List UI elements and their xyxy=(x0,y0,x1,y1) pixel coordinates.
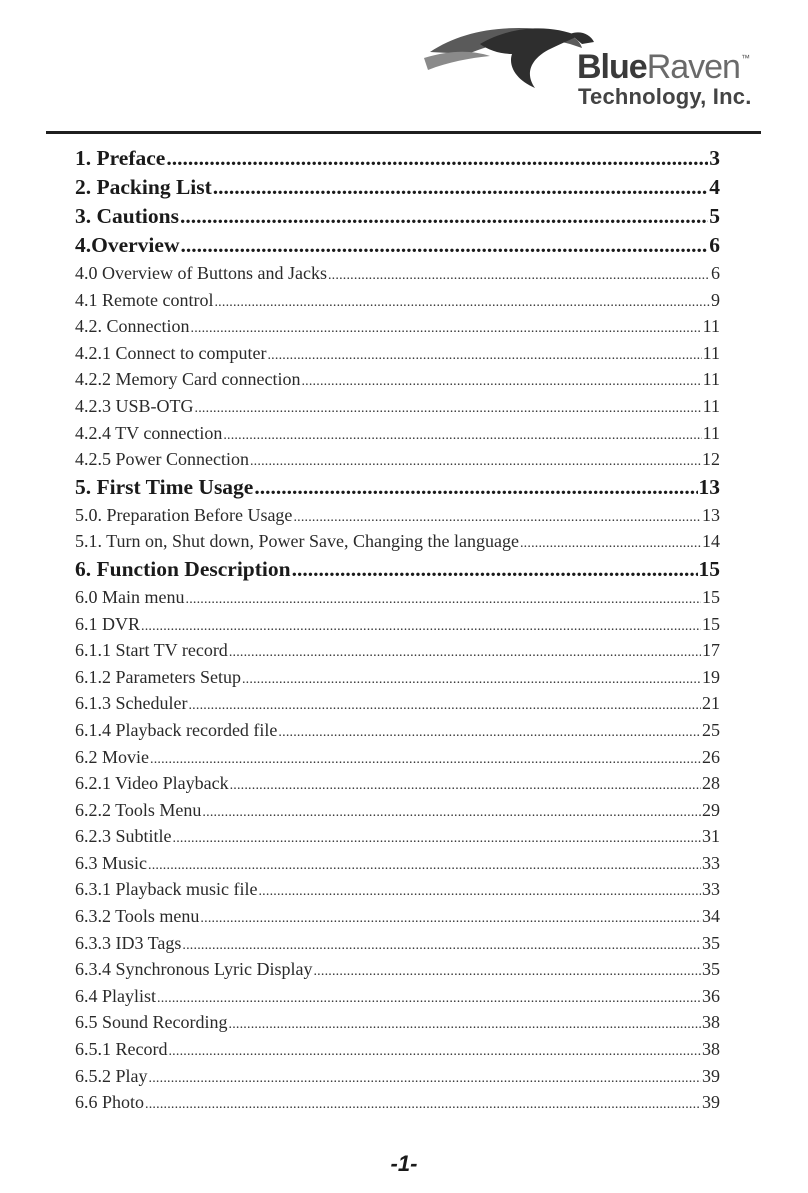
toc-entry-leader xyxy=(242,667,701,694)
table-of-contents xyxy=(75,144,720,1116)
toc-entry-page: 36 xyxy=(702,985,720,1006)
toc-entry-title: 6.4 Playlist xyxy=(75,985,157,1006)
toc-entry-title: 4.0 Overview of Buttons and Jacks xyxy=(75,263,327,283)
page-number: -1- xyxy=(390,1151,418,1176)
toc-entry-page: 21 xyxy=(702,693,720,714)
toc-entry[interactable] xyxy=(75,690,720,717)
toc-entry-page: 11 xyxy=(702,342,720,363)
toc-entry-page: 15 xyxy=(702,586,720,607)
toc-entry-title: 5.1. Turn on, Shut down, Power Save, Changing the language xyxy=(75,531,519,552)
toc-entry-leader xyxy=(148,853,701,880)
toc-entry-leader xyxy=(157,986,701,1013)
toc-entry-leader xyxy=(250,449,701,476)
toc-entry[interactable] xyxy=(75,797,720,824)
toc-entry[interactable] xyxy=(75,202,720,231)
toc-entry-leader xyxy=(202,800,701,827)
toc-entry-page: 15 xyxy=(702,613,720,634)
toc-entry[interactable] xyxy=(75,446,720,473)
toc-entry-title: 6.1.1 Start TV record xyxy=(75,640,228,661)
toc-entry-page: 39 xyxy=(702,1065,720,1086)
toc-entry[interactable] xyxy=(75,1089,720,1116)
toc-entry-page: 33 xyxy=(702,852,720,873)
toc-entry-leader xyxy=(258,879,701,906)
toc-entry-title: 1. Preface xyxy=(75,146,166,170)
toc-entry-leader xyxy=(313,959,701,986)
header-divider xyxy=(46,131,761,134)
toc-entry[interactable] xyxy=(75,260,720,287)
toc-entry[interactable] xyxy=(75,930,720,957)
toc-entry-leader xyxy=(191,316,702,343)
toc-entry-title: 4.2.2 Memory Card connection xyxy=(75,369,301,390)
toc-entry[interactable] xyxy=(75,611,720,638)
toc-entry-title: 6.5.1 Record xyxy=(75,1039,168,1060)
toc-entry-leader xyxy=(229,1012,702,1039)
toc-entry[interactable] xyxy=(75,850,720,877)
toc-entry[interactable] xyxy=(75,1036,720,1063)
toc-entry-title: 4.2.1 Connect to computer xyxy=(75,342,267,363)
toc-entry-page: 26 xyxy=(702,746,720,767)
toc-entry-page: 19 xyxy=(702,666,720,687)
toc-entry-leader xyxy=(213,173,708,202)
toc-entry[interactable] xyxy=(75,340,720,367)
toc-entry[interactable] xyxy=(75,717,720,744)
toc-entry-page: 35 xyxy=(702,932,720,953)
toc-entry-leader xyxy=(182,933,701,960)
toc-entry-leader xyxy=(278,720,701,747)
toc-entry-title: 5. First Time Usage xyxy=(75,474,254,499)
toc-entry-leader xyxy=(230,773,701,800)
toc-entry-leader xyxy=(188,693,701,720)
toc-entry-leader xyxy=(328,263,710,290)
toc-entry-page: 38 xyxy=(702,1039,720,1060)
toc-entry-leader xyxy=(145,1092,701,1119)
toc-entry-leader xyxy=(520,531,701,558)
toc-entry-leader xyxy=(229,640,701,667)
toc-entry[interactable] xyxy=(75,1009,720,1036)
toc-entry[interactable] xyxy=(75,555,720,584)
toc-entry[interactable] xyxy=(75,287,720,314)
toc-entry-page: 5 xyxy=(709,204,720,228)
company-line: Technology, Inc. xyxy=(578,84,752,109)
toc-entry-page: 3 xyxy=(709,146,720,170)
toc-entry[interactable] xyxy=(75,502,720,529)
toc-entry-leader xyxy=(254,473,697,502)
toc-entry[interactable] xyxy=(75,473,720,502)
brand-part2: Raven xyxy=(646,48,740,86)
toc-entry-leader xyxy=(149,1066,701,1093)
toc-entry-title: 6.1 DVR xyxy=(75,613,141,634)
toc-entry-page: 11 xyxy=(702,369,720,390)
toc-entry[interactable] xyxy=(75,420,720,447)
toc-entry-title: 6.2.1 Video Playback xyxy=(75,773,229,794)
brand-name xyxy=(577,50,749,84)
toc-entry-title: 6.3.3 ID3 Tags xyxy=(75,932,182,953)
toc-entry[interactable] xyxy=(75,393,720,420)
toc-entry-page: 25 xyxy=(702,719,720,740)
toc-entry-leader xyxy=(186,587,702,614)
toc-entry-leader xyxy=(180,202,708,231)
toc-entry-page: 15 xyxy=(698,556,720,581)
toc-entry[interactable] xyxy=(75,173,720,202)
toc-entry-leader xyxy=(166,144,708,173)
toc-entry-leader xyxy=(180,231,708,260)
toc-entry-page: 11 xyxy=(702,395,720,416)
brand-part1: Blue xyxy=(577,48,647,86)
toc-entry-title: 6.6 Photo xyxy=(75,1092,145,1113)
company-logo xyxy=(420,14,770,119)
toc-entry-page: 6 xyxy=(709,233,720,257)
toc-entry-leader xyxy=(223,423,701,450)
toc-entry-title: 6.2 Movie xyxy=(75,746,149,767)
toc-entry-leader xyxy=(200,906,701,933)
toc-entry-title: 4.2. Connection xyxy=(75,316,190,337)
toc-entry-title: 4.2.3 USB-OTG xyxy=(75,395,194,416)
raven-icon xyxy=(420,14,600,94)
toc-entry-title: 3. Cautions xyxy=(75,204,179,228)
toc-entry-title: 6.1.4 Playback recorded file xyxy=(75,719,278,740)
toc-entry-page: 11 xyxy=(702,316,720,337)
toc-entry-title: 6.1.3 Scheduler xyxy=(75,693,188,714)
toc-entry[interactable] xyxy=(75,584,720,611)
toc-entry-page: 34 xyxy=(702,906,720,927)
toc-entry-page: 35 xyxy=(702,959,720,980)
toc-entry[interactable] xyxy=(75,876,720,903)
toc-entry-leader xyxy=(301,369,701,396)
toc-entry[interactable] xyxy=(75,744,720,771)
toc-entry-leader xyxy=(195,396,702,423)
toc-entry-page: 9 xyxy=(711,289,720,310)
toc-entry-title: 4.1 Remote control xyxy=(75,289,214,310)
toc-entry-leader xyxy=(168,1039,701,1066)
toc-entry-title: 6.0 Main menu xyxy=(75,586,185,607)
toc-entry-leader xyxy=(293,505,701,532)
toc-entry-leader xyxy=(214,290,710,317)
toc-entry-page: 11 xyxy=(702,422,720,443)
toc-entry-leader xyxy=(150,747,701,774)
toc-entry-leader xyxy=(173,826,701,853)
toc-entry[interactable] xyxy=(75,528,720,555)
toc-entry-title: 2. Packing List xyxy=(75,175,212,199)
toc-entry-page: 6 xyxy=(711,263,720,283)
toc-entry[interactable] xyxy=(75,144,720,173)
toc-entry-page: 12 xyxy=(702,449,720,470)
toc-entry-page: 13 xyxy=(702,504,720,525)
toc-entry-title: 6.1.2 Parameters Setup xyxy=(75,666,241,687)
toc-entry-page: 39 xyxy=(702,1092,720,1113)
toc-entry[interactable] xyxy=(75,770,720,797)
toc-entry-page: 28 xyxy=(702,773,720,794)
toc-entry-title: 6. Function Description xyxy=(75,556,291,581)
toc-entry-title: 5.0. Preparation Before Usage xyxy=(75,504,293,525)
toc-entry-page: 33 xyxy=(702,879,720,900)
toc-entry-title: 6.5.2 Play xyxy=(75,1065,148,1086)
toc-entry-title: 6.2.2 Tools Menu xyxy=(75,799,202,820)
toc-entry-title: 6.5 Sound Recording xyxy=(75,1012,228,1033)
trademark: ™ xyxy=(740,53,749,63)
toc-entry-title: 4.Overview xyxy=(75,233,180,257)
toc-entry-title: 6.3 Music xyxy=(75,852,147,873)
toc-entry-page: 14 xyxy=(702,531,720,552)
toc-entry-title: 6.2.3 Subtitle xyxy=(75,826,172,847)
toc-entry[interactable] xyxy=(75,823,720,850)
toc-entry[interactable] xyxy=(75,956,720,983)
toc-entry-leader xyxy=(267,343,701,370)
toc-entry-page: 38 xyxy=(702,1012,720,1033)
toc-entry-title: 4.2.5 Power Connection xyxy=(75,449,249,470)
toc-entry-page: 31 xyxy=(702,826,720,847)
toc-entry[interactable] xyxy=(75,983,720,1010)
toc-entry[interactable] xyxy=(75,903,720,930)
toc-entry-leader xyxy=(292,555,698,584)
toc-entry[interactable] xyxy=(75,231,720,260)
toc-entry-title: 6.3.4 Synchronous Lyric Display xyxy=(75,959,313,980)
toc-entry-leader xyxy=(141,614,701,641)
toc-entry-title: 4.2.4 TV connection xyxy=(75,422,223,443)
toc-entry-page: 17 xyxy=(702,640,720,661)
toc-entry[interactable] xyxy=(75,637,720,664)
toc-entry[interactable] xyxy=(75,313,720,340)
toc-entry-title: 6.3.1 Playback music file xyxy=(75,879,258,900)
toc-entry[interactable] xyxy=(75,1063,720,1090)
toc-entry[interactable] xyxy=(75,664,720,691)
toc-entry-title: 6.3.2 Tools menu xyxy=(75,906,200,927)
toc-entry[interactable] xyxy=(75,366,720,393)
toc-entry-page: 29 xyxy=(702,799,720,820)
toc-entry-page: 4 xyxy=(709,175,720,199)
toc-entry-page: 13 xyxy=(698,474,720,499)
